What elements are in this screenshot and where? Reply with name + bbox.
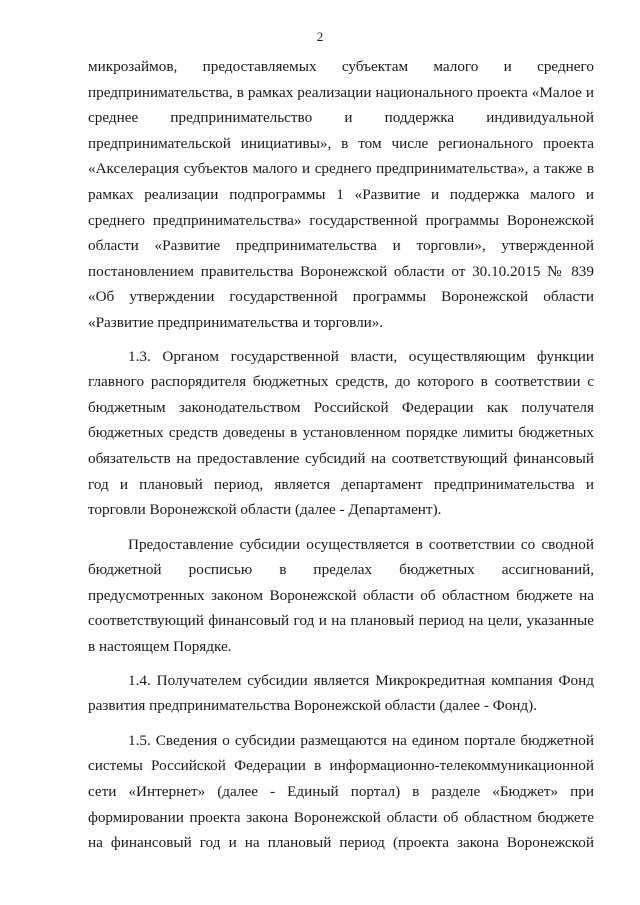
text-line: формировании проекта закона Воронежской области об областном бюджете — [88, 808, 594, 826]
paragraph — [88, 728, 594, 856]
text-line: «Об утверждении государственной программы Воронежской области — [88, 288, 594, 306]
page-number: 2 — [316, 29, 324, 44]
text-line: «Развитие предпринимательства и торговли». — [88, 313, 384, 331]
text-line: среднее предпринимательство и поддержка индивидуальной — [88, 109, 594, 127]
paragraph — [88, 54, 594, 336]
text-line: системы Российской Федерации в информационно-телекоммуникационной — [88, 757, 594, 775]
text-line: бюджетных средств доведены в установленном порядке лимиты бюджетных — [88, 424, 594, 442]
text-line: 1.3. Органом государственной власти, осуществляющим функции — [128, 347, 594, 365]
text-line: «Акселерация субъектов малого и среднего предпринимательства», а также в — [88, 160, 594, 178]
text-line: торговли Воронежской области (далее - Департамент). — [88, 501, 442, 519]
document-body — [88, 54, 594, 865]
text-line: 1.5. Сведения о субсидии размещаются на едином портале бюджетной — [128, 731, 594, 749]
paragraph — [88, 532, 594, 660]
text-line: области «Развитие предпринимательства и торговли», утвержденной — [88, 237, 594, 255]
text-line: главного распорядителя бюджетных средств, до которого в соответствии с — [88, 373, 594, 391]
text-line: среднего предпринимательства» государственной программы Воронежской — [88, 211, 594, 229]
text-line: рамках реализации подпрограммы 1 «Развитие и поддержка малого и — [88, 185, 594, 203]
text-line: микрозаймов, предоставляемых субъектам малого и среднего — [88, 58, 594, 75]
text-line: год и плановый период, является департамент предпринимательства и — [88, 475, 594, 493]
paragraph — [88, 668, 594, 719]
text-line: в настоящем Порядке. — [88, 638, 232, 656]
text-line: предпринимательской инициативы», в том числе регионального проекта — [88, 134, 594, 152]
paragraph — [88, 344, 594, 523]
text-line: постановлением правительства Воронежской области от 30.10.2015 № 839 — [88, 262, 594, 280]
text-line: бюджетным законодательством Российской Федерации как получателя — [88, 398, 594, 416]
text-line: развития предпринимательства Воронежской области (далее - Фонд). — [88, 697, 538, 715]
text-line: 1.4. Получателем субсидии является Микрокредитная компания Фонд — [128, 671, 594, 689]
text-line: на финансовый год и на плановый период (проекта закона Воронежской — [88, 834, 594, 852]
text-line: предпринимательства, в рамках реализации национального проекта «Малое и — [88, 83, 594, 101]
text-line: обязательств на предоставление субсидий на соответствующий финансовый — [88, 449, 594, 467]
text-line: бюджетной росписью в пределах бюджетных ассигнований, — [88, 561, 594, 579]
text-line: сети «Интернет» (далее - Единый портал) в разделе «Бюджет» при — [88, 783, 594, 801]
text-line: соответствующий финансовый год и на плановый период на цели, указанные — [88, 612, 594, 630]
text-line: предусмотренных законом Воронежской области об областном бюджете на — [88, 586, 594, 604]
text-line: Предоставление субсидии осуществляется в соответствии со сводной — [128, 535, 594, 553]
